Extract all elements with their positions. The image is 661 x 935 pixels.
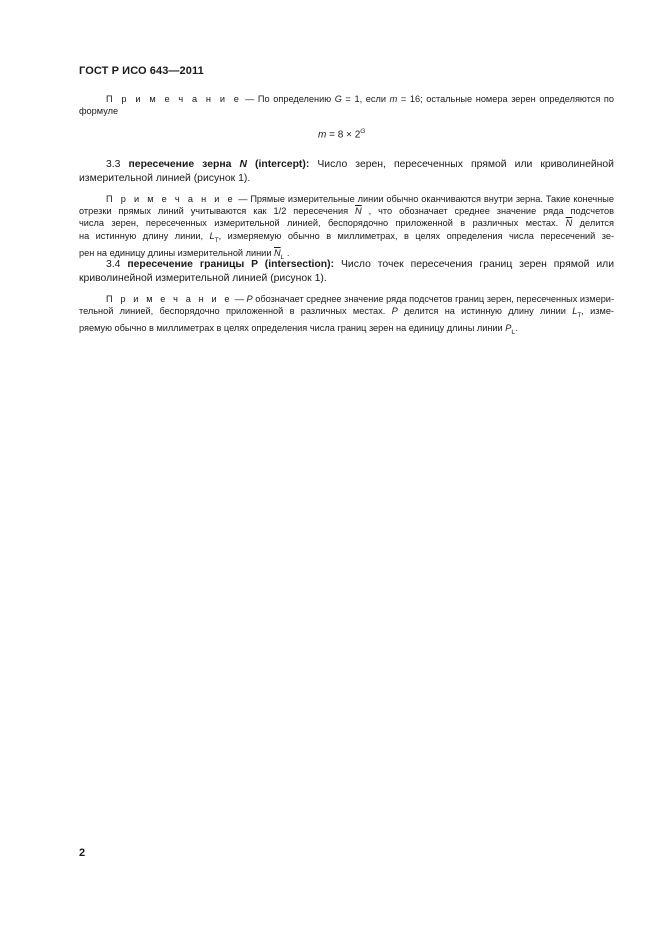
- note-1: П р и м е ч а н и е — По определению G = 1, если m = 16; остальные номера зерен определяются по формуле: [79, 94, 615, 117]
- note-label: П р и м е ч а н и е: [106, 294, 233, 304]
- note-label: П р и м е ч а н и е: [106, 194, 236, 204]
- note-label: П р и м е ч а н и е: [106, 94, 242, 104]
- term: пересечение границы P (intersection):: [127, 259, 335, 270]
- note-3: П р и м е ч а н и е — P обозначает среднее значение ряда подсчетов границ зерен, пересеченных измери- тельной линией, беспорядочно приложенной в различных местах. P делится на истинную длину линии $L_T$, изме- ряемую обычно в миллиметрах в целях определения числа границ зерен на единицу длины линии $P_L$.: [79, 294, 614, 337]
- section-number: 3.3: [106, 159, 121, 170]
- term: пересечение зерна: [128, 159, 232, 170]
- page-number: 2: [79, 847, 86, 859]
- page-header: ГОСТ Р ИСО 643—2011: [79, 65, 204, 77]
- note-2: П р и м е ч а н и е — Прямые измерительные линии обычно оканчиваются внутри зерна. Такие конечные отрезки прямых линий учитываются как 1/2 пересечения $\overline{N}$ , что обозначает среднее значение ряда подсчетов числа зерен, пересеченных измерительной линией, беспорядочно приложенной в различных местах. $\overline{N}$ делится на истинную длину линии, $L_T$, измеряемую обычно в миллиметрах, в целях определения числа пересечений зе- рен на единицу длины измерительной линии $\overline{N}_L$ .: [79, 194, 615, 261]
- section-number: 3.4: [106, 259, 121, 270]
- section-3-3: 3.3 пересечение зерна N (intercept): Число зерен, пересеченных прямой или криволинейной измерительной линией (рисунок 1).: [79, 159, 614, 184]
- section-3-4: 3.4 пересечение границы P (intersection): Число точек пересечения границ зерен прямой или криволинейной измерительной линией (рисунок 1).: [79, 259, 615, 284]
- formula: $m = 8 \times 2^G$: [318, 128, 366, 141]
